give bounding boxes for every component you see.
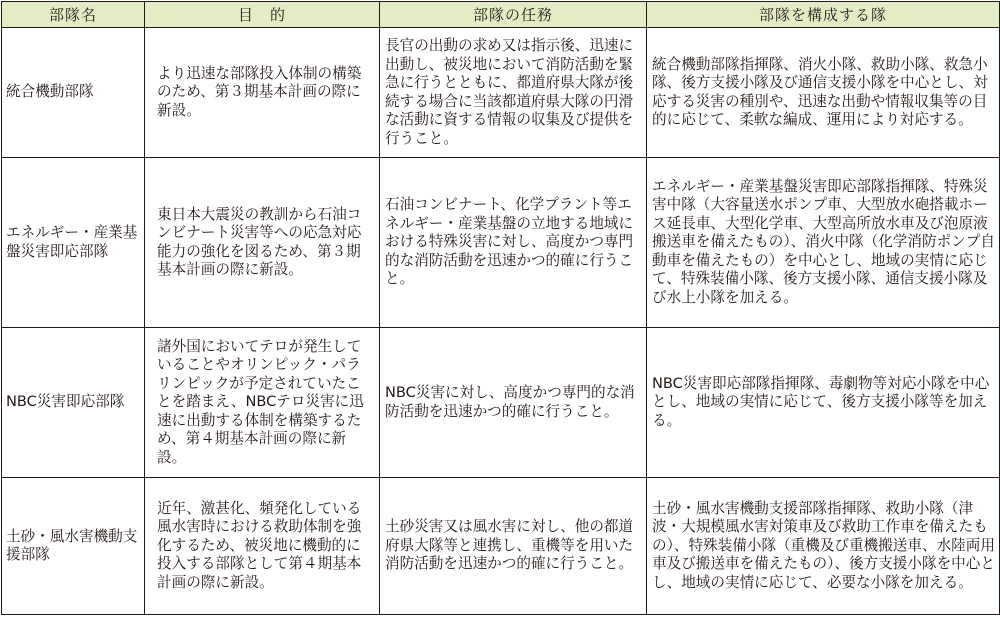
- purpose-cell: [145, 328, 380, 478]
- composition-cell: [647, 478, 1000, 615]
- table-row: [2, 478, 1000, 615]
- unit-name: 統合機動部隊: [6, 83, 94, 101]
- unit-name: NBC災害即応部隊: [6, 393, 125, 411]
- mission-cell: [380, 28, 647, 158]
- unit-purpose: より迅速な部隊投入体制の構築のため、第３期基本計画の際に新設。: [157, 64, 362, 119]
- unit-composition: 土砂・風水害機動支援部隊指揮隊、救助小隊（津波・大規模風水害対策車及び救助工作車を備えたもの）、特殊装備小隊（重機及び重機搬送車、水陸両用車及び搬送車を備えたもの）、後方支援小隊を中心とし、地域の実情に応じて、必要な小隊を加える。: [652, 499, 995, 591]
- unit-name-cell: [2, 158, 145, 328]
- header-row: [2, 2, 1000, 28]
- table-row: [2, 158, 1000, 328]
- purpose-cell: [145, 158, 380, 328]
- header-unit-name: 部隊名: [2, 2, 145, 28]
- composition-cell: [647, 158, 1000, 328]
- unit-mission: 長官の出動の求め又は指示後、迅速に出動し、被災地において消防活動を緊急に行うとともに、都道府県大隊が後続する場合に当該都道府県大隊の円滑な活動に資する情報の収集及び提供を行うこと。: [385, 37, 634, 147]
- header-mission: 部隊の任務: [380, 2, 647, 28]
- unit-purpose: 東日本大震災の教訓から石油コンビナート災害等への応急対応能力の強化を図るため、第３期基本計画の際に新設。: [157, 205, 362, 278]
- header-composition: 部隊を構成する隊: [647, 2, 1000, 28]
- table-row: [2, 28, 1000, 158]
- unit-mission: 土砂災害又は風水害に対し、他の都道府県大隊等と連携し、重機等を用いた消防活動を迅速かつ的確に行うこと。: [385, 518, 634, 573]
- unit-purpose: 諸外国においてテロが発生していることやオリンピック・パラリンピックが予定されていたことを踏まえ、NBCテロ災害に迅速に出動する体制を構築するため、第４期基本計画の際に新設。: [157, 337, 364, 466]
- unit-composition: 統合機動部隊指揮隊、消火小隊、救助小隊、救急小隊、後方支援小隊及び通信支援小隊を中心とし、対応する災害の種別や、迅速な出動や情報収集等の目的に応じて、柔軟な編成、運用により対応する。: [652, 55, 988, 128]
- composition-cell: [647, 328, 1000, 478]
- unit-name: 土砂・風水害機動支援部隊: [6, 527, 138, 563]
- purpose-cell: [145, 478, 380, 615]
- purpose-cell: [145, 28, 380, 158]
- unit-composition: エネルギー・産業基盤災害即応部隊指揮隊、特殊災害中隊（大容量送水ポンプ車、大型放水砲搭載ホース延長車、大型化学車、大型高所放水車及び泡原液搬送車を備えたもの）、消火中隊（化学消防ポンプ自動車を備えたもの）を中心とし、地域の実情に応じて、特殊装備小隊、後方支援小隊、通信支援小隊及び水上小隊を加える。: [652, 177, 995, 306]
- unit-name-cell: [2, 28, 145, 158]
- unit-mission: NBC災害に対し、高度かつ専門的な消防活動を迅速かつ的確に行うこと。: [385, 384, 635, 420]
- unit-name-cell: [2, 478, 145, 615]
- unit-composition: NBC災害即応部隊指揮隊、毒劇物等対応小隊を中心とし、地域の実情に応じて、後方支援小隊等を加える。: [652, 374, 990, 429]
- unit-name: エネルギー・産業基盤災害即応部隊: [6, 224, 138, 260]
- composition-cell: [647, 28, 1000, 158]
- mission-cell: [380, 158, 647, 328]
- mission-cell: [380, 478, 647, 615]
- header-purpose: 目 的: [145, 2, 380, 28]
- unit-name-cell: [2, 328, 145, 478]
- table-row: [2, 328, 1000, 478]
- unit-mission: 石油コンビナート、化学プラント等エネルギー・産業基盤の立地する地域における特殊災害に対し、高度かつ専門的な消防活動を迅速かつ的確に行うこと。: [385, 196, 634, 288]
- unit-table: [1, 1, 1000, 615]
- mission-cell: [380, 328, 647, 478]
- unit-purpose: 近年、激甚化、頻発化している風水害時における救助体制を強化するため、被災地に機動的に投入する部隊として第４期基本計画の際に新設。: [157, 499, 362, 591]
